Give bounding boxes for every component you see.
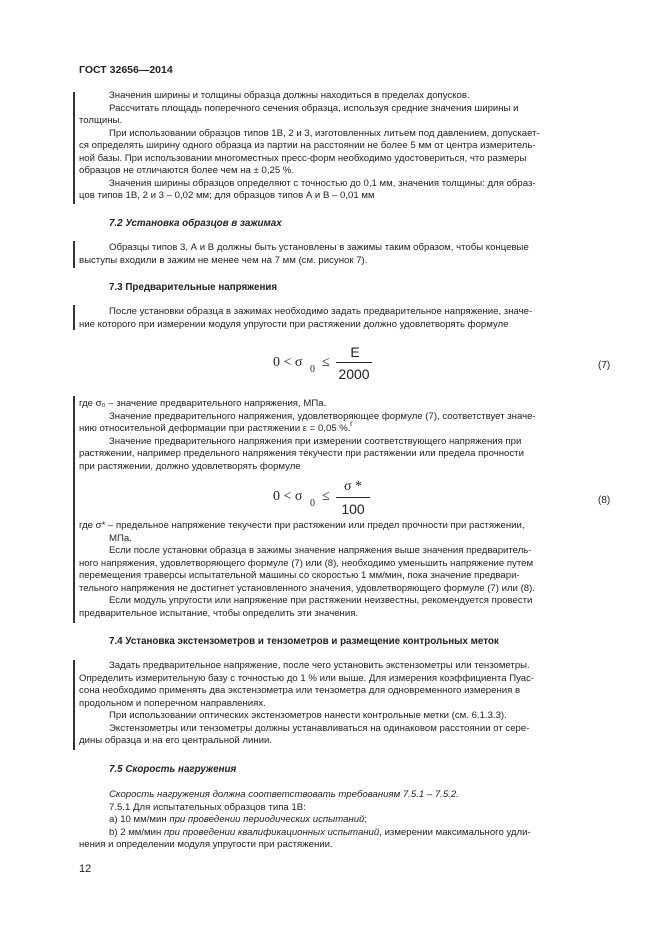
text-line-list-a	[79, 814, 615, 827]
change-bar	[73, 241, 75, 268]
text-line: где σ* – предельное напряжение текучести при растяжении или предел прочности при растяжении,	[79, 520, 525, 531]
text-line-container	[79, 419, 615, 436]
text-line: Если после установки образца в зажимы значение напряжения выше значения предваритель-	[109, 545, 532, 556]
formula-relation: ≤	[322, 355, 330, 370]
text-line: тельного напряжения не достигнет установленного значения, удовлетворяющего формуле (7) или (8).	[79, 582, 535, 594]
text-line: сона необходимо применять два экстензометра или тензометра для одновременного измерения в	[79, 685, 521, 696]
text-fragment-italic: при проведении квалификационных испытаний	[163, 826, 380, 838]
paragraph-block-7	[79, 789, 615, 852]
formula-numerator: σ *	[343, 479, 363, 494]
text-fragment: ;	[364, 814, 368, 825]
text-line: нения и определении модуля упругости при растяжении.	[79, 839, 333, 850]
text-fragment: а) 10 мм/мин	[109, 814, 170, 825]
formula-numerator: E	[350, 344, 360, 360]
page-number: 12	[79, 863, 92, 875]
text-line: При использовании оптических экстензометров нанести контрольные метки (см. 6.1.3.3).	[109, 710, 507, 721]
paragraph-block-1	[79, 90, 615, 203]
paragraph-block-3	[79, 306, 615, 331]
paragraph-block-6	[79, 660, 615, 748]
text-line: Скорость нагружения должна соответствовать требованиям 7.5.1 – 7.5.2.	[109, 789, 459, 800]
text-line: Значение предварительного напряжения, удовлетворяющее формуле (7), соответствует значе-	[109, 410, 536, 422]
formula-denominator: 100	[341, 501, 365, 517]
section-heading-7-2: 7.2 Установка образцов в зажимах	[109, 218, 282, 229]
text-line: толщины.	[79, 115, 123, 126]
text-line: После установки образца в зажимах необходимо задать предварительное напряжение, значе-	[109, 306, 533, 317]
fraction-line	[336, 362, 372, 363]
text-fragment: b) 2 мм/мин	[109, 826, 164, 838]
paragraph-block-2	[79, 242, 615, 267]
text-line: где σ₀ – значение предварительного напряжения, МПа.	[79, 398, 327, 409]
text-line: Экстензометры или тензометры должны устанавливаться на одинаковом расстоянии от сере-	[109, 722, 530, 734]
text-line: Значение предварительного напряжения при измерении соответствующего напряжения при	[109, 435, 522, 447]
fraction-line	[336, 497, 370, 498]
text-line: Значения ширины и толщины образца должны находиться в пределах допусков.	[109, 90, 470, 101]
text-line: Задать предварительное напряжение, после чего установить экстензометры или тензометры.	[109, 660, 530, 671]
section-heading-7-3: 7.3 Предварительные напряжения	[109, 282, 278, 293]
text-line: 7.5.1 Для испытательных образцов типа 1B:	[109, 801, 306, 813]
formula-lhs: 0 < σ	[273, 489, 303, 504]
text-line: Образцы типов 3, А и В должны быть установлены в зажимы таким образом, чтобы концевые	[109, 242, 529, 253]
paragraph-block-4	[79, 398, 615, 473]
formula-subscript: 0	[310, 498, 315, 509]
text-line: выступы входили в зажим не менее чем на 7 мм (см. рисунок 7).	[79, 254, 368, 266]
text-line: продольном и поперечном направлениях.	[79, 697, 266, 709]
text-fragment: , измерении максимального удли-	[379, 826, 531, 838]
text-line: дины образца и на его центральной линии.	[79, 735, 273, 746]
text-line: Рассчитать площадь поперечного сечения образца, используя средние значения ширины и	[109, 102, 519, 114]
text-line-list-b	[79, 827, 615, 840]
text-line: МПа.	[109, 532, 132, 544]
formula-denominator: 2000	[338, 366, 370, 382]
text-line: растяжении, например предельного напряжения текучести при растяжении или предела прочности	[79, 448, 524, 459]
section-heading-7-5: 7.5 Скорость нагружения	[109, 764, 237, 775]
text-line: Определить измерительную базу с точностью до 1 % или выше. Для измерения коэффициента Пуас-	[79, 672, 535, 684]
text-line: предварительное испытание, чтобы определить эти значения.	[79, 607, 359, 619]
section-heading-7-4: 7.4 Установка экстензометров и тензометров и размещение контрольных меток	[109, 636, 499, 647]
text-line: Если модуль упругости или напряжение при растяжении неизвестны, рекомендуется провести	[109, 595, 533, 606]
formula-lhs: 0 < σ	[273, 355, 303, 370]
text-line: ние которого при измерении модуля упругости при растяжении должно удовлетворять формуле	[79, 318, 509, 330]
change-bar	[73, 660, 75, 750]
formula-relation: ≤	[322, 489, 330, 504]
change-bar	[73, 92, 75, 204]
text-line: нию относительной деформации при растяжении ε = 0,05 %.	[79, 423, 351, 434]
text-line: При использовании образцов типов 1B, 2 и 3, изготовленных литьем под давлением, допускает-	[109, 127, 540, 139]
epsilon-superscript: r	[350, 419, 353, 428]
text-line: ного напряжения, удовлетворяющего формуле (7) или (8), необходимо уменьшить напряжение путем	[79, 557, 534, 569]
text-line: цов типов 1B, 2 и 3 – 0,02 мм; для образцов типов А и В – 0,01 мм	[79, 190, 375, 201]
text-fragment-italic: при проведении периодических испытаний	[169, 814, 365, 825]
text-line: при растяжении, должно удовлетворять формуле	[79, 460, 301, 472]
formula-number: (8)	[598, 495, 611, 506]
text-line: ся определять ширину одного образца из партии на расстоянии не более 5 мм от центра измеритель-	[79, 140, 536, 151]
formula-number: (7)	[598, 360, 611, 371]
change-bar	[73, 305, 75, 330]
text-line: ной базы. При использовании многоместных пресс-форм необходимо удостовериться, что размеры	[79, 152, 527, 164]
text-line: перемещения траверсы испытательной машины со скоростью 1 мм/мин, пока значение предвари-	[79, 570, 520, 581]
change-bar	[73, 396, 75, 623]
text-line: образцов не отличаются более чем на ± 0,25 %.	[79, 165, 295, 176]
formula-subscript: 0	[310, 364, 315, 375]
document-header: ГОСТ 32656—2014	[79, 64, 173, 76]
text-line: Значения ширины образцов определяют с точностью до 0,1 мм, значения толщины: для образ-	[109, 177, 536, 189]
paragraph-block-5	[79, 520, 615, 620]
